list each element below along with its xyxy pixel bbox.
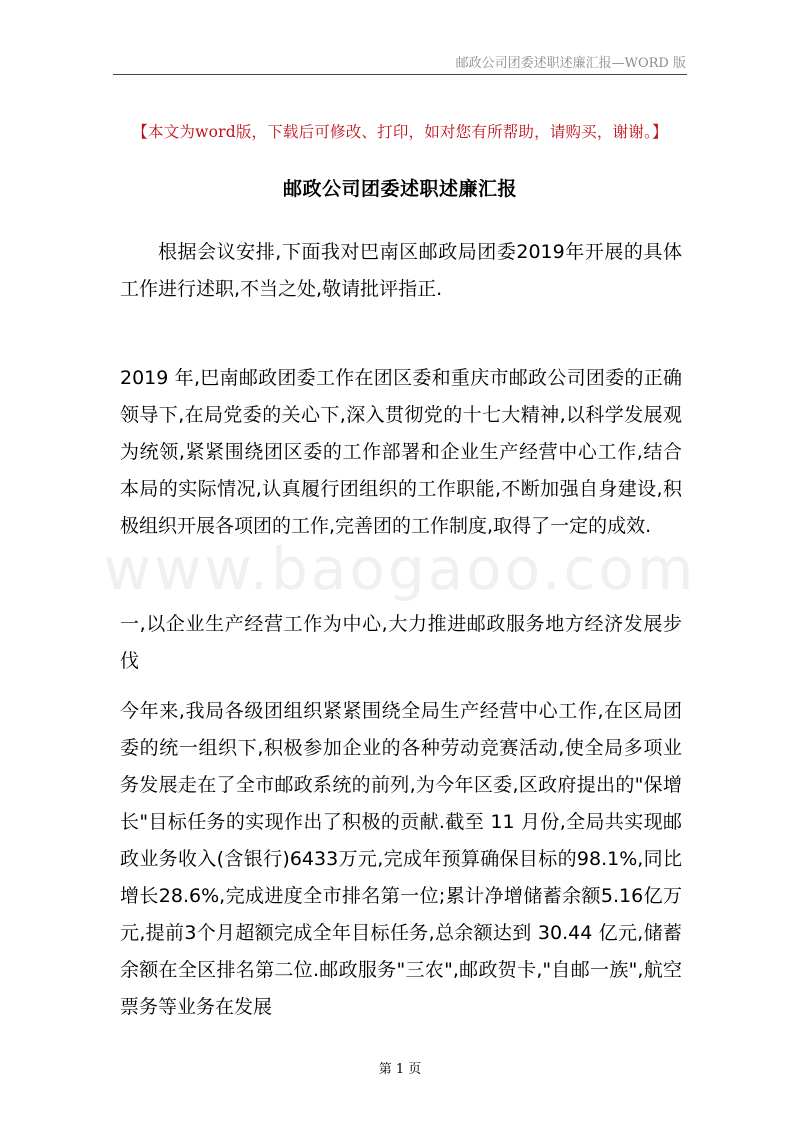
paragraph-intro: 根据会议安排,下面我对巴南区邮政局团委2019年开展的具体工作进行述职,不当之处,敬请批评指正. bbox=[120, 241, 682, 300]
watermark: www.baogaoo.com bbox=[103, 535, 697, 603]
page-header-title: 邮政公司团委述职述廉汇报—WORD 版 bbox=[455, 56, 686, 71]
section-heading-1: 一,以企业生产经营工作为中心,大力推进邮政服务地方经济发展步伐 bbox=[120, 613, 682, 672]
purchase-notice: 【本文为word版，下载后可修改、打印，如对您有所帮助，请购买，谢谢。】 bbox=[132, 123, 668, 141]
header-divider bbox=[113, 74, 687, 75]
paragraph-section-1: 今年来,我局各级团组织紧紧围绕全局生产经营中心工作,在区局团委的统一组织下,积极参加企业的各种劳动竞赛活动,使全局多项业务发展走在了全市邮政系统的前列,为今年区委,区政府提出的"保增长"目标任务的实现作出了积极的贡献.截至 11 月份,全局共实现邮政业务收入(含银行)6433万元,完成年预算确保目标的98.1%,同比增长28.6%,完成进度全市排名第一位;累计净增储蓄余额5.16亿万元,提前3个月超额完成全年目标任务,总余额达到 30.44 亿元,储蓄余额在全区排名第二位.邮政服务"三农",邮政贺卡,"自邮一族",航空票务等业务在发展 bbox=[120, 700, 682, 1018]
paragraph-overview: 2019 年,巴南邮政团委工作在团区委和重庆市邮政公司团委的正确领导下,在局党委的关心下,深入贯彻党的十七大精神,以科学发展观为统领,紧紧围绕团区委的工作部署和企业生产经营中心工作,结合本局的实际情况,认真履行团组织的工作职能,不断加强自身建设,积极组织开展各项团的工作,完善团的工作制度,取得了一定的成效. bbox=[120, 367, 682, 537]
document-title: 邮政公司团委述职述廉汇报 bbox=[282, 178, 517, 200]
page-number: 第 1 页 bbox=[378, 1062, 422, 1077]
